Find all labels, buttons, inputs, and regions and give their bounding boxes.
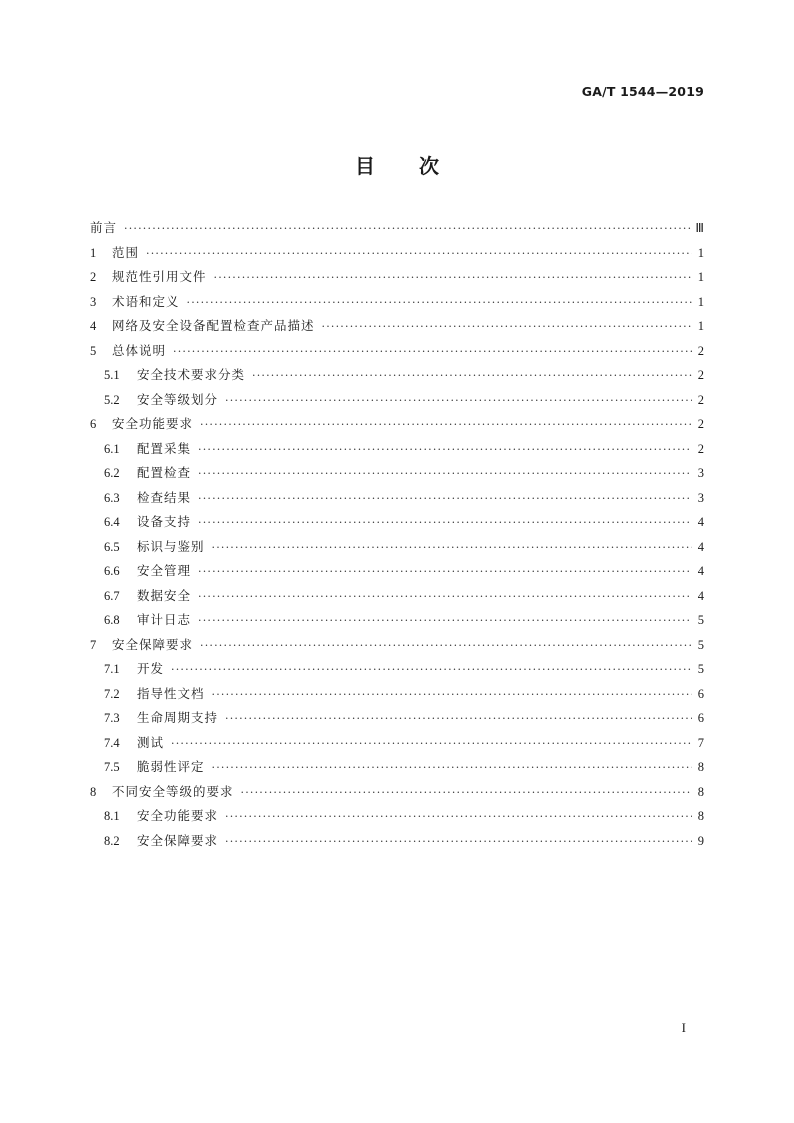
toc-section-number: 3 xyxy=(90,294,97,309)
toc-entry-6-3[interactable] xyxy=(90,486,704,511)
toc-entry-6-1[interactable] xyxy=(90,437,704,462)
toc-dot-leader xyxy=(198,487,692,512)
toc-entry-7-3[interactable] xyxy=(90,706,704,731)
toc-label: 安全功能要求 xyxy=(112,416,194,431)
toc-page-number: 2 xyxy=(697,392,704,407)
table-of-contents xyxy=(90,216,704,853)
toc-page-number: 5 xyxy=(697,662,704,676)
toc-section-number: 5.2 xyxy=(104,392,120,407)
toc-label: 指导性文档 xyxy=(137,685,205,701)
toc-label: 安全保障要求 xyxy=(137,832,219,848)
toc-dot-leader xyxy=(225,830,692,855)
toc-dot-leader xyxy=(225,707,692,732)
page-title xyxy=(0,150,794,179)
toc-section-number: 7.2 xyxy=(104,686,120,701)
toc-page-number: 6 xyxy=(697,686,704,701)
toc-section-number: 6.8 xyxy=(104,613,120,627)
toc-label: 安全保障要求 xyxy=(112,636,194,652)
toc-page-number: 6 xyxy=(697,711,704,725)
toc-page-number: 4 xyxy=(697,539,704,554)
toc-entry-2[interactable] xyxy=(90,265,704,290)
toc-page-number: 8 xyxy=(697,760,704,774)
toc-dot-leader xyxy=(200,413,692,438)
toc-section-number: 5.1 xyxy=(104,368,120,382)
toc-dot-leader xyxy=(225,805,692,830)
toc-section-number: 6.2 xyxy=(104,466,120,480)
toc-dot-leader xyxy=(146,242,692,267)
toc-label: 规范性引用文件 xyxy=(112,269,207,284)
toc-label: 脆弱性评定 xyxy=(137,759,205,774)
toc-dot-leader xyxy=(187,291,692,316)
toc-label: 安全功能要求 xyxy=(137,808,219,823)
toc-dot-leader xyxy=(171,732,692,757)
toc-entry-7-5[interactable] xyxy=(90,755,704,780)
toc-entry-6-6[interactable] xyxy=(90,559,704,584)
toc-dot-leader xyxy=(198,609,692,634)
toc-entry-6-2[interactable] xyxy=(90,461,704,486)
toc-entry-7[interactable] xyxy=(90,633,704,658)
toc-entry-8-1[interactable] xyxy=(90,804,704,829)
page-number: I xyxy=(681,1020,686,1035)
toc-entry-6[interactable] xyxy=(90,412,704,437)
toc-label: 审计日志 xyxy=(137,612,192,627)
toc-page-number: 1 xyxy=(697,270,704,284)
toc-dot-leader xyxy=(198,462,692,487)
toc-dot-leader xyxy=(225,389,692,414)
title-char-1: 目 xyxy=(355,154,375,178)
toc-section-number: 6.6 xyxy=(104,564,120,578)
toc-page-number: 5 xyxy=(697,613,704,627)
toc-label: 安全等级划分 xyxy=(137,391,219,407)
toc-dot-leader xyxy=(252,364,692,389)
toc-page-number: 8 xyxy=(697,784,704,799)
toc-entry-6-4[interactable] xyxy=(90,510,704,535)
toc-entry-8-2[interactable] xyxy=(90,829,704,854)
toc-entry-6-5[interactable] xyxy=(90,535,704,560)
toc-label: 开发 xyxy=(137,661,165,676)
toc-entry-5-1[interactable] xyxy=(90,363,704,388)
toc-label: 范围 xyxy=(112,244,140,260)
toc-page-number: 2 xyxy=(697,417,704,431)
toc-label: 安全技术要求分类 xyxy=(137,367,246,382)
toc-label: 标识与鉴别 xyxy=(137,538,205,554)
toc-page-number: 4 xyxy=(697,588,704,603)
toc-section-number: 7.4 xyxy=(104,735,120,750)
toc-dot-leader xyxy=(214,266,692,291)
toc-entry-7-2[interactable] xyxy=(90,682,704,707)
toc-page-number: 4 xyxy=(697,564,704,578)
toc-dot-leader xyxy=(198,511,692,536)
toc-label: 不同安全等级的要求 xyxy=(112,783,234,799)
toc-entry-5-2[interactable] xyxy=(90,388,704,413)
toc-label: 术语和定义 xyxy=(112,293,180,309)
toc-label: 数据安全 xyxy=(137,587,192,603)
toc-entry-foreword[interactable] xyxy=(90,216,704,241)
toc-label: 前言 xyxy=(90,220,118,235)
toc-page-number: Ⅲ xyxy=(695,221,704,235)
toc-page-number: 7 xyxy=(697,735,704,750)
toc-section-number: 6.7 xyxy=(104,588,120,603)
toc-label: 生命周期支持 xyxy=(137,710,219,725)
document-code: GA/T 1544—2019 xyxy=(581,84,704,99)
toc-entry-7-4[interactable] xyxy=(90,731,704,756)
toc-dot-leader xyxy=(241,781,692,806)
toc-page-number: 2 xyxy=(697,441,704,456)
toc-label: 安全管理 xyxy=(137,563,192,578)
toc-entry-6-8[interactable] xyxy=(90,608,704,633)
toc-label: 配置检查 xyxy=(137,465,192,480)
toc-section-number: 5 xyxy=(90,343,97,358)
toc-dot-leader xyxy=(198,438,692,463)
toc-section-number: 6.5 xyxy=(104,539,120,554)
toc-page-number: 4 xyxy=(697,515,704,529)
toc-section-number: 6 xyxy=(90,417,97,431)
toc-section-number: 8.2 xyxy=(104,833,120,848)
toc-entry-3[interactable] xyxy=(90,290,704,315)
toc-entry-1[interactable] xyxy=(90,241,704,266)
toc-section-number: 8.1 xyxy=(104,809,120,823)
toc-dot-leader xyxy=(212,536,692,561)
toc-label: 配置采集 xyxy=(137,440,192,456)
toc-page-number: 9 xyxy=(697,833,704,848)
toc-section-number: 6.1 xyxy=(104,441,120,456)
toc-entry-5[interactable] xyxy=(90,339,704,364)
toc-section-number: 7 xyxy=(90,637,97,652)
toc-dot-leader xyxy=(212,756,692,781)
toc-label: 总体说明 xyxy=(112,342,167,358)
toc-entry-7-1[interactable] xyxy=(90,657,704,682)
toc-dot-leader xyxy=(200,634,692,659)
toc-dot-leader xyxy=(198,560,692,585)
toc-page-number: 1 xyxy=(697,294,704,309)
toc-page-number: 1 xyxy=(697,319,704,333)
toc-section-number: 8 xyxy=(90,784,97,799)
toc-entry-8[interactable] xyxy=(90,780,704,805)
toc-entry-4[interactable] xyxy=(90,314,704,339)
toc-page-number: 5 xyxy=(697,637,704,652)
toc-page-number: 3 xyxy=(697,466,704,480)
toc-section-number: 4 xyxy=(90,319,97,333)
toc-section-number: 7.5 xyxy=(104,760,120,774)
toc-dot-leader xyxy=(322,315,692,340)
toc-section-number: 1 xyxy=(90,245,97,260)
toc-label: 网络及安全设备配置检查产品描述 xyxy=(112,318,315,333)
toc-dot-leader xyxy=(173,340,692,365)
title-char-2: 次 xyxy=(419,154,439,178)
toc-entry-6-7[interactable] xyxy=(90,584,704,609)
toc-label: 检查结果 xyxy=(137,489,192,505)
toc-page-number: 1 xyxy=(697,245,704,260)
toc-section-number: 7.3 xyxy=(104,711,120,725)
toc-page-number: 2 xyxy=(697,343,704,358)
toc-section-number: 7.1 xyxy=(104,662,120,676)
toc-label: 设备支持 xyxy=(137,514,192,529)
toc-dot-leader xyxy=(171,658,692,683)
toc-page-number: 8 xyxy=(697,809,704,823)
toc-section-number: 6.4 xyxy=(104,515,120,529)
toc-section-number: 2 xyxy=(90,270,97,284)
toc-dot-leader xyxy=(124,217,691,242)
toc-label: 测试 xyxy=(137,734,165,750)
toc-section-number: 6.3 xyxy=(104,490,120,505)
toc-dot-leader xyxy=(212,683,692,708)
toc-page-number: 3 xyxy=(697,490,704,505)
toc-page-number: 2 xyxy=(697,368,704,382)
toc-dot-leader xyxy=(198,585,692,610)
